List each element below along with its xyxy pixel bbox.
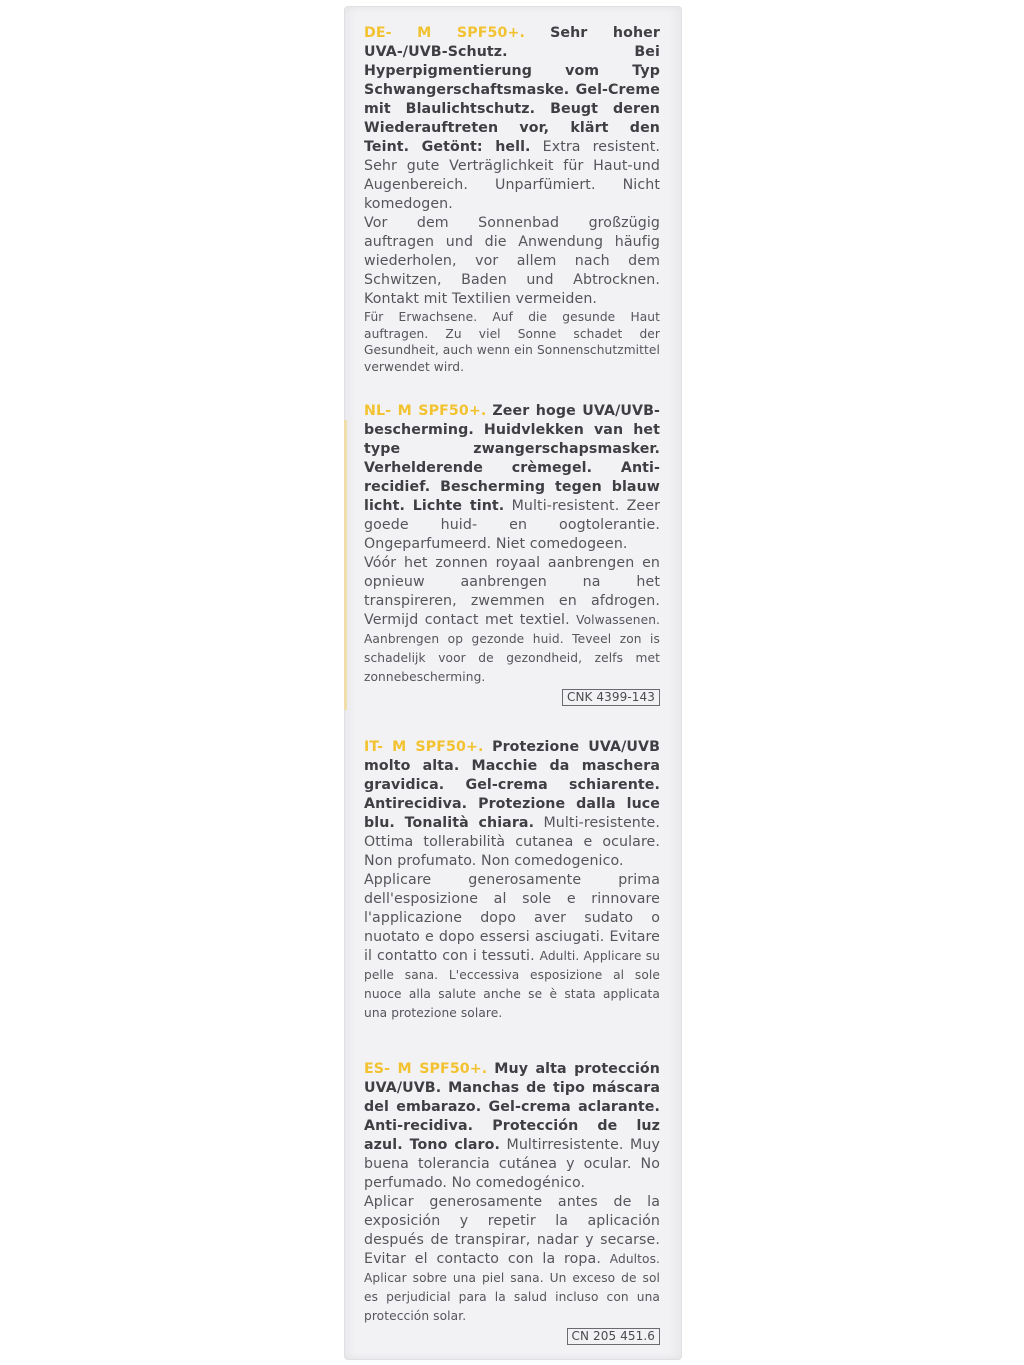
section-de (364, 24, 660, 375)
warning-nl: Volwassenen. Aanbrengen op gezonde huid. Teveel zon is schadelijk voor de gezondheid, zelfs met zonnebescherming. (364, 613, 660, 684)
cnk-code: CNK 4399-143 (562, 689, 660, 706)
usage-es (364, 1193, 660, 1326)
section-es (364, 1060, 660, 1345)
language-code-it: IT- M SPF50+. (364, 739, 484, 755)
claims-regular-de: Extra resistent. Sehr gute Verträglichkeit für Haut-und Augenbereich. Unparfümiert. Nicht komedogen. (364, 139, 660, 212)
warning-es: Adultos. Aplicar sobre una piel sana. Un exceso de sol es perjudicial para la salud incluso con una protección solar. (364, 1252, 660, 1323)
warning-it: Adulti. Applicare su pelle sana. L'eccessiva esposizione al sole nuoce alla salute anche se è stata applicata una protezione solare. (364, 949, 660, 1020)
claims-bold-es: Muy alta protección UVA/UVB. Manchas de tipo máscara del embarazo. Gel-crema aclarante. Anti-recidiva. Protección de luz azul. Tono claro. (364, 1061, 660, 1153)
language-code-nl: NL- M SPF50+. (364, 403, 487, 419)
warning-de: Für Erwachsene. Auf die gesunde Haut auftragen. Zu viel Sonne schadet der Gesundheit, auch wenn ein Sonnenschutzmittel verwendet wird. (364, 310, 661, 374)
usage-text-nl: Vóór het zonnen royaal aanbrengen en opnieuw aanbrengen na het transpireren, zwemmen en afdrogen. Vermijd contact met textiel. (364, 555, 660, 628)
section-nl-claims (364, 402, 660, 554)
section-it-claims (364, 738, 660, 871)
section-it (364, 738, 660, 1023)
section-de-claims (364, 24, 660, 214)
section-nl (364, 402, 660, 706)
section-es-claims (364, 1060, 660, 1193)
claims-bold-nl: Zeer hoge UVA/UVB-bescherming. Huidvlekken van het type zwangerschapsmasker. Verhelderende crèmegel. Anti-recidief. Bescherming tegen blauw licht. Lichte tint. (364, 403, 660, 514)
language-code-es: ES- M SPF50+. (364, 1061, 488, 1077)
usage-it (364, 871, 660, 1023)
claims-regular-it: Multi-resistente. Ottima tollerabilità cutanea e oculare. Non profumato. Non comedogenico. (364, 815, 660, 869)
claims-regular-nl: Multi-resistent. Zeer goede huid- en oogtolerantie. Ongeparfumeerd. Niet comedogeen. (364, 498, 661, 552)
claims-regular-es: Multirresistente. Muy buena tolerancia cutánea y ocular. No perfumado. No comedogénico. (364, 1137, 660, 1191)
usage-nl (364, 554, 660, 687)
cn-code: CN 205 451.6 (567, 1328, 660, 1345)
usage-de: Vor dem Sonnenbad großzügig auftragen und die Anwendung häufig wiederholen, vor allem nach dem Schwitzen, Baden und Abtrocknen. Kontakt mit Textilien vermeiden. (364, 215, 660, 307)
usage-text-es: Aplicar generosamente antes de la exposición y repetir la aplicación después de transpirar, nadar y secarse. Evitar el contacto con la ropa. (364, 1194, 660, 1267)
claims-bold-de: Sehr hoher UVA-/UVB-Schutz. Bei Hyperpigmentierung vom Typ Schwangerschaftsmaske. Gel-Creme mit Blaulichtschutz. Beugt deren Wiederauftreten vor, klärt den Teint. Getönt: hell. (364, 25, 660, 155)
language-code-de: DE- M SPF50+. (364, 25, 525, 41)
accent-stripe (344, 420, 347, 710)
usage-text-it: Applicare generosamente prima dell'esposizione al sole e rinnovare l'applicazione dopo aver sudato o nuotato e dopo essersi asciugati. Evitare il contatto con i tessuti. (364, 872, 660, 964)
claims-bold-it: Protezione UVA/UVB molto alta. Macchie da maschera gravidica. Gel-crema schiarente. Antirecidiva. Protezione dalla luce blu. Tonalità chiara. (364, 739, 660, 831)
